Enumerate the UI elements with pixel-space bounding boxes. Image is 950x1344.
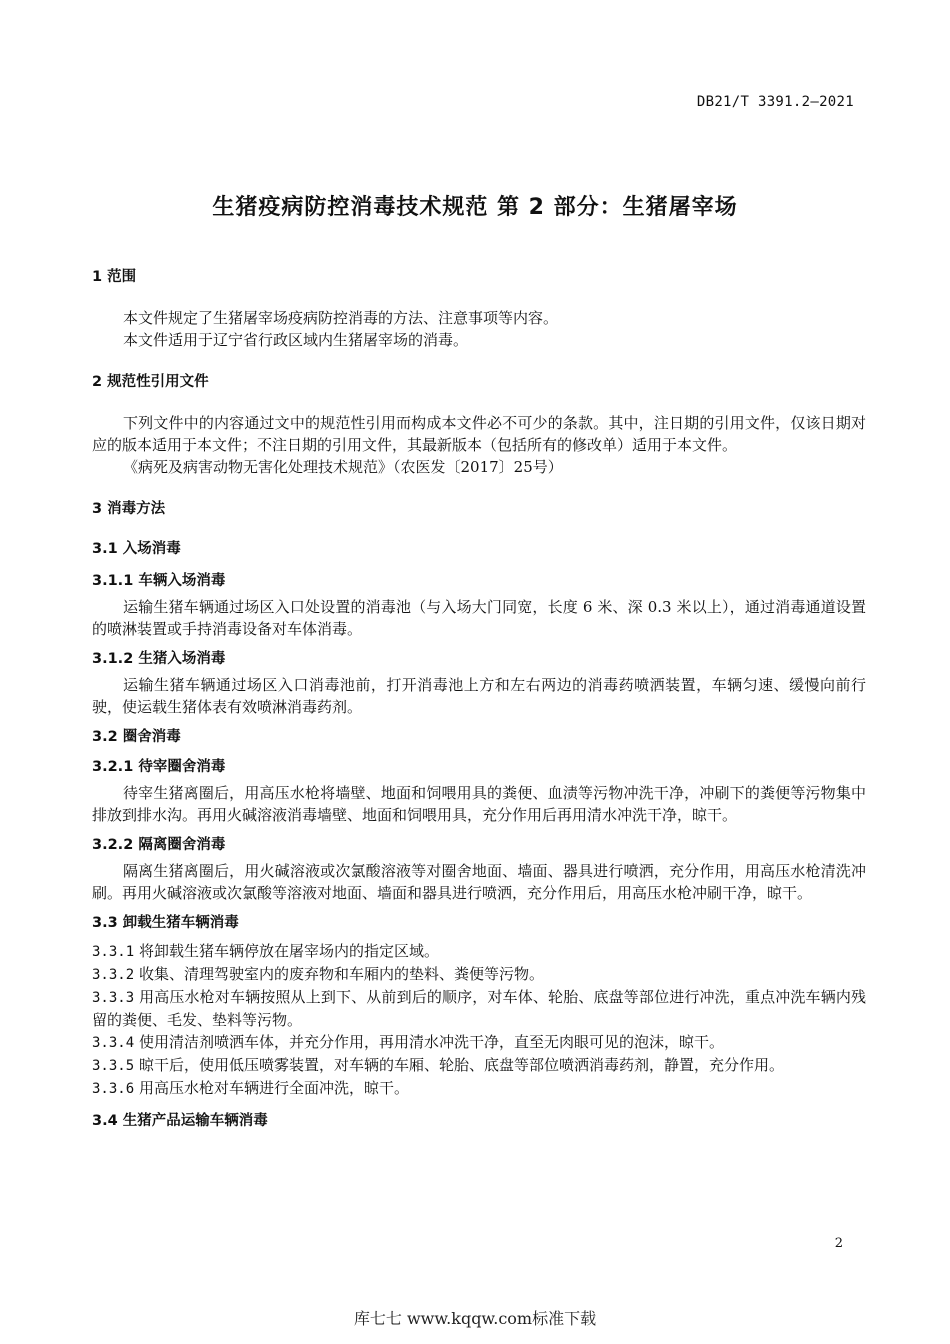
- section-3-2-1-heading: 3.2.1 待宰圈舍消毒: [92, 759, 226, 775]
- item-number: 3.3.1: [92, 944, 135, 960]
- item-text: 将卸载生猪车辆停放在屠宰场内的指定区域。: [138, 942, 439, 960]
- paragraph: 运输生猪车辆通过场区入口处设置的消毒池（与入场大门同宽，长度 6 米、深 0.3 米以上），通过消毒通道设置的喷淋装置或手持消毒设备对车体消毒。: [92, 598, 866, 638]
- page-title: 生猪疫病防控消毒技术规范 第 2 部分：生猪屠宰场: [212, 195, 738, 220]
- list-item: [92, 940, 866, 963]
- section-1-heading: 1 范围: [92, 269, 137, 285]
- paragraph: 待宰生猪离圈后，用高压水枪将墙壁、地面和饲喂用具的粪便、血渍等污物冲洗干净，冲刷下的粪便等污物集中排放到排水沟。再用火碱溶液消毒墙壁、地面和饲喂用具，充分作用后再用清水冲洗干净，晾干。: [92, 784, 866, 824]
- list-item: [92, 986, 866, 1031]
- section-2-heading: 2 规范性引用文件: [92, 374, 209, 390]
- paragraph: 隔离生猪离圈后，用火碱溶液或次氯酸溶液等对圈舍地面、墙面、器具进行喷洒，充分作用，用高压水枪清洗冲刷。再用火碱溶液或次氯酸等溶液对地面、墙面和器具进行喷洒，充分作用后，用高压水枪冲刷干净，晾干。: [92, 862, 866, 902]
- section-3-1-1-heading: 3.1.1 车辆入场消毒: [92, 573, 226, 589]
- watermark-text: 库七七 www.kqqw.com标准下载: [353, 1309, 597, 1328]
- item-text: 使用清洁剂喷洒车体，并充分作用，再用清水冲洗干净，直至无肉眼可见的泡沫，晾干。: [138, 1033, 724, 1051]
- section-3-heading: 3 消毒方法: [92, 501, 166, 517]
- paragraph: 本文件规定了生猪屠宰场疫病防控消毒的方法、注意事项等内容。: [123, 309, 559, 327]
- section-3-3-items: [92, 940, 866, 1100]
- page-number: 2: [834, 1236, 843, 1251]
- item-text: 用高压水枪对车辆按照从上到下、从前到后的顺序，对车体、轮胎、底盘等部位进行冲洗，重点冲洗车辆内残留的粪便、毛发、垫料等污物。: [92, 988, 866, 1029]
- section-3-3-heading: 3.3 卸载生猪车辆消毒: [92, 915, 239, 931]
- section-3-4-heading: 3.4 生猪产品运输车辆消毒: [92, 1113, 268, 1129]
- list-item: [92, 963, 866, 986]
- section-3-2-2-heading: 3.2.2 隔离圈舍消毒: [92, 837, 226, 853]
- item-number: 3.3.5: [92, 1058, 135, 1074]
- list-item: [92, 1077, 866, 1100]
- section-3-1-2-heading: 3.1.2 生猪入场消毒: [92, 651, 226, 667]
- item-text: 收集、清理驾驶室内的废弃物和车厢内的垫料、粪便等污物。: [138, 965, 544, 983]
- paragraph: 本文件适用于辽宁省行政区域内生猪屠宰场的消毒。: [123, 331, 469, 349]
- item-number: 3.3.2: [92, 967, 135, 983]
- section-3-2-heading: 3.2 圈舍消毒: [92, 729, 181, 745]
- item-text: 用高压水枪对车辆进行全面冲洗，晾干。: [138, 1079, 409, 1097]
- paragraph: 《病死及病害动物无害化处理技术规范》（农医发〔2017〕25号）: [123, 458, 563, 476]
- item-text: 晾干后，使用低压喷雾装置，对车辆的车厢、轮胎、底盘等部位喷洒消毒药剂，静置，充分作用。: [138, 1056, 784, 1074]
- item-number: 3.3.6: [92, 1081, 135, 1097]
- document-body: [92, 266, 866, 1132]
- item-number: 3.3.3: [92, 990, 135, 1006]
- list-item: [92, 1054, 866, 1077]
- section-3-1-heading: 3.1 入场消毒: [92, 541, 181, 557]
- document-number: DB21/T 3391.2—2021: [696, 94, 854, 110]
- paragraph: 下列文件中的内容通过文中的规范性引用而构成本文件必不可少的条款。其中，注日期的引用文件，仅该日期对应的版本适用于本文件；不注日期的引用文件，其最新版本（包括所有的修改单）适用于本文件。: [92, 414, 866, 454]
- item-number: 3.3.4: [92, 1035, 135, 1051]
- list-item: [92, 1031, 866, 1054]
- paragraph: 运输生猪车辆通过场区入口消毒池前，打开消毒池上方和左右两边的消毒药喷洒装置，车辆匀速、缓慢向前行驶，使运载生猪体表有效喷淋消毒药剂。: [92, 676, 866, 716]
